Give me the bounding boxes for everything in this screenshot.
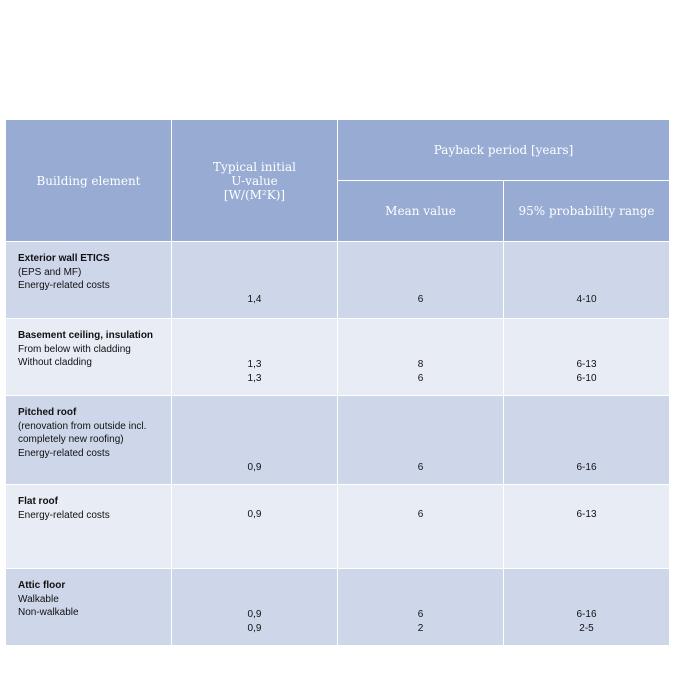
u-value: 1,4 (247, 293, 262, 305)
element-detail: completely new roofing) (18, 434, 124, 445)
mean-value: 6 (417, 509, 424, 520)
u-value: 1,3 (247, 359, 262, 370)
building-element-cell (6, 242, 172, 319)
u-value: 0,9 (247, 609, 262, 620)
element-title: Exterior wall ETICS (18, 253, 110, 264)
element-title: Attic floor (18, 580, 66, 591)
mean-value-cell (338, 569, 504, 646)
mean-value: 6 (417, 609, 424, 620)
range-cell (504, 242, 670, 319)
u-value-cell (172, 396, 338, 485)
element-detail: Energy-related costs (18, 280, 110, 291)
table-row (6, 569, 670, 646)
element-title: Basement ceiling, insulation (18, 330, 154, 341)
range-value: 2-5 (579, 622, 594, 634)
element-detail: Walkable (18, 593, 59, 605)
u-value-cell (172, 242, 338, 319)
element-detail: Energy-related costs (18, 447, 110, 459)
range-value: 6-13 (576, 509, 597, 520)
u-value: 1,3 (247, 372, 262, 384)
mean-value: 8 (417, 359, 424, 370)
element-title: Flat roof (18, 496, 58, 507)
u-value-cell (172, 319, 338, 396)
mean-value-cell (338, 485, 504, 569)
element-title: Pitched roof (18, 407, 77, 418)
range-cell (504, 569, 670, 646)
element-detail: From below with cladding (18, 343, 131, 355)
range-value: 6-10 (576, 372, 597, 384)
mean-value: 6 (417, 372, 424, 384)
table-row (6, 319, 670, 396)
u-value: 0,9 (247, 509, 262, 520)
element-detail: Without cladding (18, 357, 92, 368)
u-value-cell (172, 485, 338, 569)
range-cell (504, 396, 670, 485)
range-value: 6-13 (576, 359, 597, 370)
mean-value-cell (338, 319, 504, 396)
u-value: 0,9 (247, 461, 262, 473)
header-u-value-line: [W/(M²K)] (223, 187, 286, 202)
building-element-cell (6, 396, 172, 485)
u-value-cell (172, 569, 338, 646)
mean-value: 6 (417, 293, 424, 305)
header-probability-range: 95% probability range (504, 181, 670, 242)
range-value: 6-16 (576, 609, 597, 620)
mean-value-cell (338, 242, 504, 319)
building-element-cell (6, 485, 172, 569)
building-element-cell (6, 569, 172, 646)
header-u-value (172, 120, 338, 242)
table-row (6, 396, 670, 485)
element-detail: (EPS and MF) (18, 266, 82, 278)
range-value: 6-16 (576, 461, 597, 473)
table-row (6, 242, 670, 319)
element-detail: Energy-related costs (18, 509, 110, 521)
mean-value-cell (338, 396, 504, 485)
table-row (6, 485, 670, 569)
header-u-value-line: Typical initial (213, 159, 296, 174)
header-payback-period: Payback period [years] (338, 120, 670, 181)
u-value: 0,9 (247, 622, 262, 634)
header-mean-value: Mean value (338, 181, 504, 242)
header-building-element: Building element (6, 120, 172, 242)
payback-table (5, 119, 670, 646)
element-detail: (renovation from outside incl. (18, 420, 147, 432)
building-element-cell (6, 319, 172, 396)
mean-value: 6 (417, 461, 424, 473)
header-u-value-line: U-value (231, 173, 278, 188)
element-detail: Non-walkable (18, 607, 79, 618)
range-cell (504, 485, 670, 569)
mean-value: 2 (417, 622, 424, 634)
range-value: 4-10 (576, 293, 597, 305)
range-cell (504, 319, 670, 396)
